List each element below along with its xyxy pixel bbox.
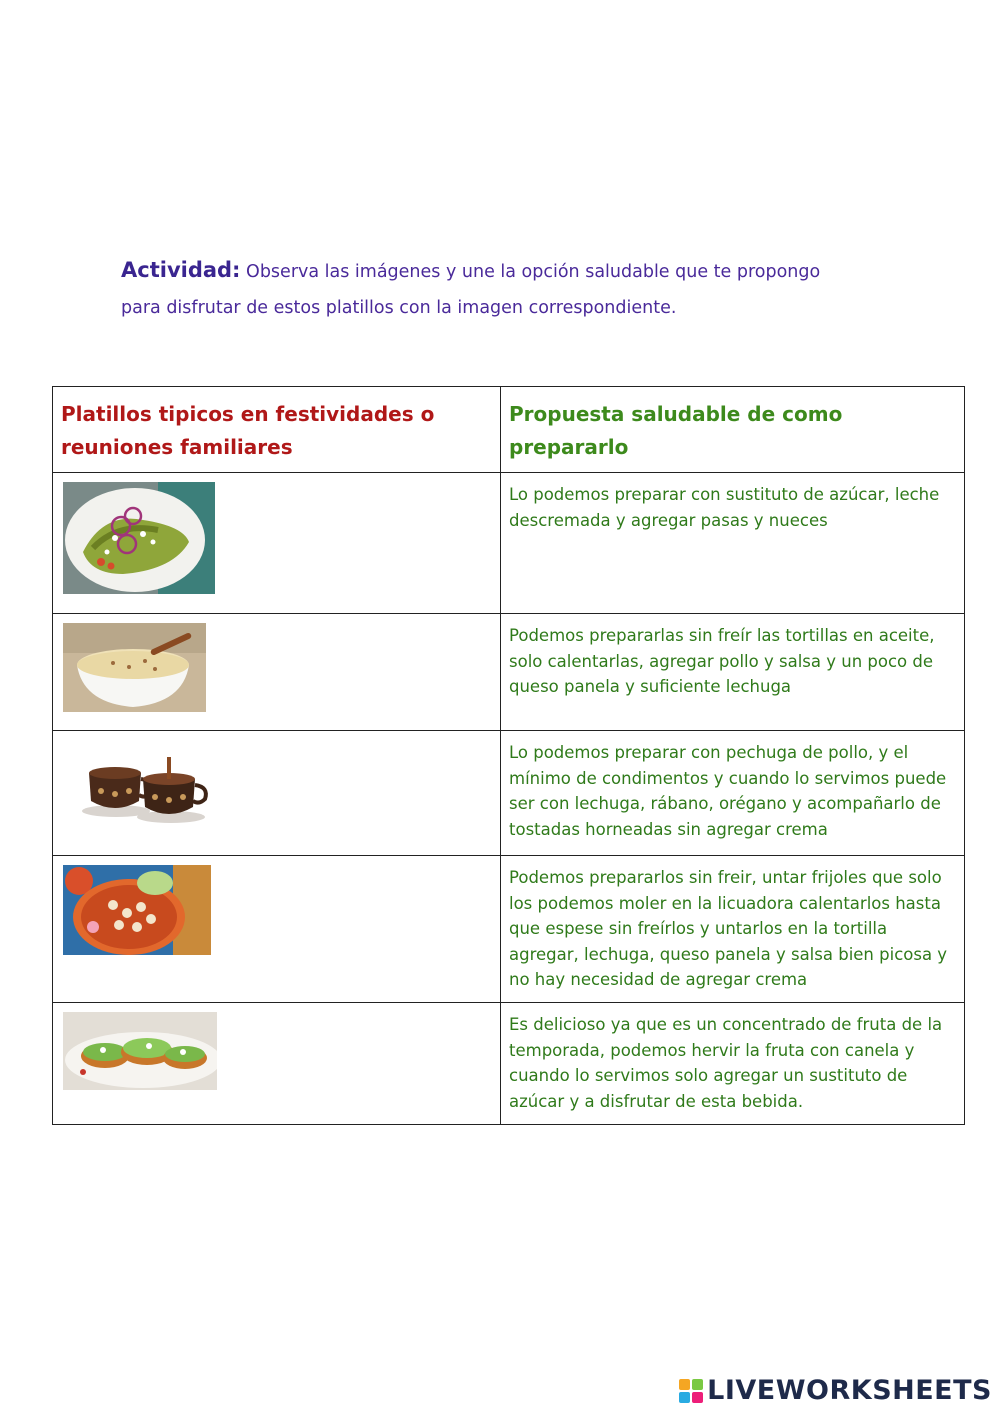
liveworksheets-watermark: [679, 1375, 992, 1406]
proposal-text: Podemos prepararlas sin freír las tortillas en aceite, solo calentarlas, agregar pollo y salsa y un poco de queso panela y suficiente lechuga: [509, 626, 935, 696]
header-proposal: Propuesta saludable de como prepararlo: [509, 402, 843, 459]
arroz-con-leche-image[interactable]: [63, 623, 206, 712]
table-row: [53, 1003, 965, 1125]
ponche-image[interactable]: [71, 749, 211, 829]
activity-label: Actividad:: [121, 258, 241, 282]
enchiladas-image[interactable]: [63, 482, 215, 594]
instructions-text-1: Observa las imágenes y une la opción saludable que te propongo: [246, 262, 821, 282]
proposal-text: Es delicioso ya que es un concentrado de fruta de la temporada, podemos hervir la fruta con canela y cuando lo servimos solo agregar un sustituto de azúcar y a disfrutar de esta bebida.: [509, 1015, 943, 1111]
proposal-cell[interactable]: [501, 731, 965, 856]
header-dishes: Platillos tipicos en festividades o reuniones familiares: [61, 402, 435, 459]
header-cell-dishes: [53, 387, 501, 473]
proposal-cell[interactable]: [501, 614, 965, 731]
liveworksheets-logo-icon: [679, 1379, 703, 1403]
dish-cell[interactable]: [53, 473, 501, 614]
proposal-cell[interactable]: [501, 1003, 965, 1125]
instructions: [121, 252, 881, 326]
matching-table: [52, 386, 965, 1125]
proposal-cell[interactable]: [501, 856, 965, 1003]
table-header-row: [53, 387, 965, 473]
dish-cell[interactable]: [53, 856, 501, 1003]
dish-cell[interactable]: [53, 614, 501, 731]
header-cell-proposal: [501, 387, 965, 473]
sopes-image[interactable]: [63, 1012, 217, 1090]
pozole-image[interactable]: [63, 865, 211, 955]
table-row: [53, 731, 965, 856]
proposal-text: Lo podemos preparar con pechuga de pollo, y el mínimo de condimentos y cuando lo servimos puede ser con lechuga, rábano, orégano y acompañarlo de tostadas horneadas sin agregar crema: [509, 743, 947, 839]
watermark-text: LIVEWORKSHEETS: [707, 1375, 992, 1406]
proposal-text: Podemos prepararlos sin freir, untar frijoles que solo los podemos moler en la licuadora calentarlos hasta que espese sin freírlos y untarlos en la tortilla agregar, lechuga, queso panela y salsa bien picosa y no hay necesidad de agregar crema: [509, 868, 948, 989]
dish-cell[interactable]: [53, 1003, 501, 1125]
instructions-line-1: [121, 252, 881, 290]
proposal-cell[interactable]: [501, 473, 965, 614]
table-row: [53, 614, 965, 731]
instructions-text-2: para disfrutar de estos platillos con la imagen correspondiente.: [121, 298, 677, 318]
dish-cell[interactable]: [53, 731, 501, 856]
proposal-text: Lo podemos preparar con sustituto de azúcar, leche descremada y agregar pasas y nueces: [509, 485, 940, 530]
table-row: [53, 856, 965, 1003]
table-row: [53, 473, 965, 614]
